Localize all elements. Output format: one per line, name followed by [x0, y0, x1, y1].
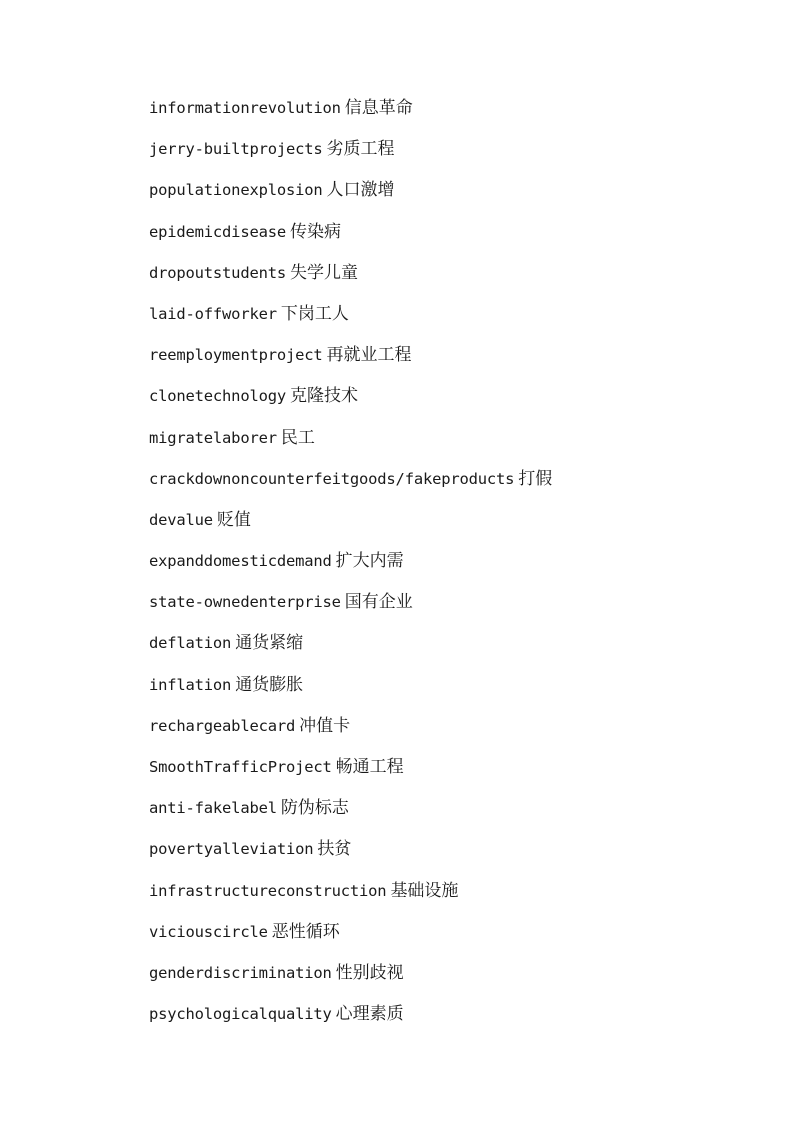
- term-chinese: 信息革命: [344, 98, 413, 118]
- term-chinese: 国有企业: [344, 592, 413, 613]
- term-chinese: 扩大内需: [335, 551, 404, 572]
- term-chinese: 基础设施: [390, 880, 459, 901]
- term-row: [149, 384, 552, 425]
- term-row: [149, 220, 552, 261]
- term-english: povertyalleviation: [149, 840, 314, 859]
- term-english: state-ownedenterprise: [149, 593, 341, 612]
- term-english: inflation: [149, 675, 232, 694]
- term-english: infrastructureconstruction: [149, 881, 387, 900]
- term-english: reemploymentproject: [149, 346, 323, 365]
- term-chinese: 通货紧缩: [235, 633, 304, 654]
- term-row: [149, 261, 552, 302]
- term-row: [149, 426, 552, 467]
- term-row: [149, 631, 552, 672]
- term-chinese: 冲值卡: [299, 715, 351, 736]
- term-english: laid-offworker: [149, 304, 277, 323]
- term-english: populationexplosion: [149, 181, 323, 200]
- term-row: [149, 755, 552, 796]
- term-row: [149, 714, 552, 755]
- term-chinese: 心理素质: [335, 1004, 404, 1025]
- term-english: epidemicdisease: [149, 222, 286, 241]
- term-chinese: 性别歧视: [335, 962, 404, 983]
- term-chinese: 防伪标志: [280, 798, 349, 819]
- term-english: anti-fakelabel: [149, 799, 277, 818]
- term-english: deflation: [149, 634, 232, 653]
- term-english: expanddomesticdemand: [149, 552, 332, 571]
- term-english: migratelaborer: [149, 428, 277, 447]
- term-english: rechargeablecard: [149, 716, 296, 735]
- term-english: jerry-builtprojects: [149, 140, 323, 159]
- term-chinese: 再就业工程: [326, 345, 412, 366]
- term-row: [149, 343, 552, 384]
- term-english: crackdownoncounterfeitgoods/fakeproducts: [149, 469, 515, 488]
- term-chinese: 畅通工程: [335, 757, 404, 777]
- term-row: [149, 920, 552, 961]
- term-english: clonetechnology: [149, 387, 286, 406]
- term-row: [149, 879, 552, 920]
- term-chinese: 打假: [518, 468, 553, 489]
- term-english: informationrevolution: [149, 99, 341, 117]
- term-row: [149, 961, 552, 1002]
- term-english: devalue: [149, 510, 213, 529]
- term-list: [149, 96, 552, 1043]
- term-chinese: 劣质工程: [326, 139, 395, 160]
- term-row: [149, 1002, 552, 1043]
- term-english: genderdiscrimination: [149, 963, 332, 982]
- term-row: [149, 508, 552, 549]
- term-chinese: 传染病: [289, 221, 341, 242]
- term-english: SmoothTrafficProject: [149, 758, 332, 776]
- term-chinese: 扶贫: [317, 839, 352, 860]
- term-chinese: 下岗工人: [280, 303, 349, 324]
- term-row: [149, 302, 552, 343]
- term-row: [149, 137, 552, 178]
- term-chinese: 民工: [280, 427, 315, 448]
- term-chinese: 恶性循环: [271, 921, 340, 942]
- term-english: psychologicalquality: [149, 1005, 332, 1024]
- term-chinese: 人口激增: [326, 180, 395, 201]
- term-row: [149, 590, 552, 631]
- term-chinese: 贬值: [216, 509, 251, 530]
- term-chinese: 失学儿童: [289, 262, 358, 283]
- term-row: [149, 673, 552, 714]
- term-row: [149, 796, 552, 837]
- term-row: [149, 96, 552, 137]
- term-row: [149, 837, 552, 878]
- term-english: viciouscircle: [149, 922, 268, 941]
- term-chinese: 通货膨胀: [235, 674, 304, 695]
- term-row: [149, 549, 552, 590]
- term-row: [149, 178, 552, 219]
- term-chinese: 克隆技术: [289, 386, 358, 407]
- term-row: [149, 467, 552, 508]
- term-english: dropoutstudents: [149, 263, 286, 282]
